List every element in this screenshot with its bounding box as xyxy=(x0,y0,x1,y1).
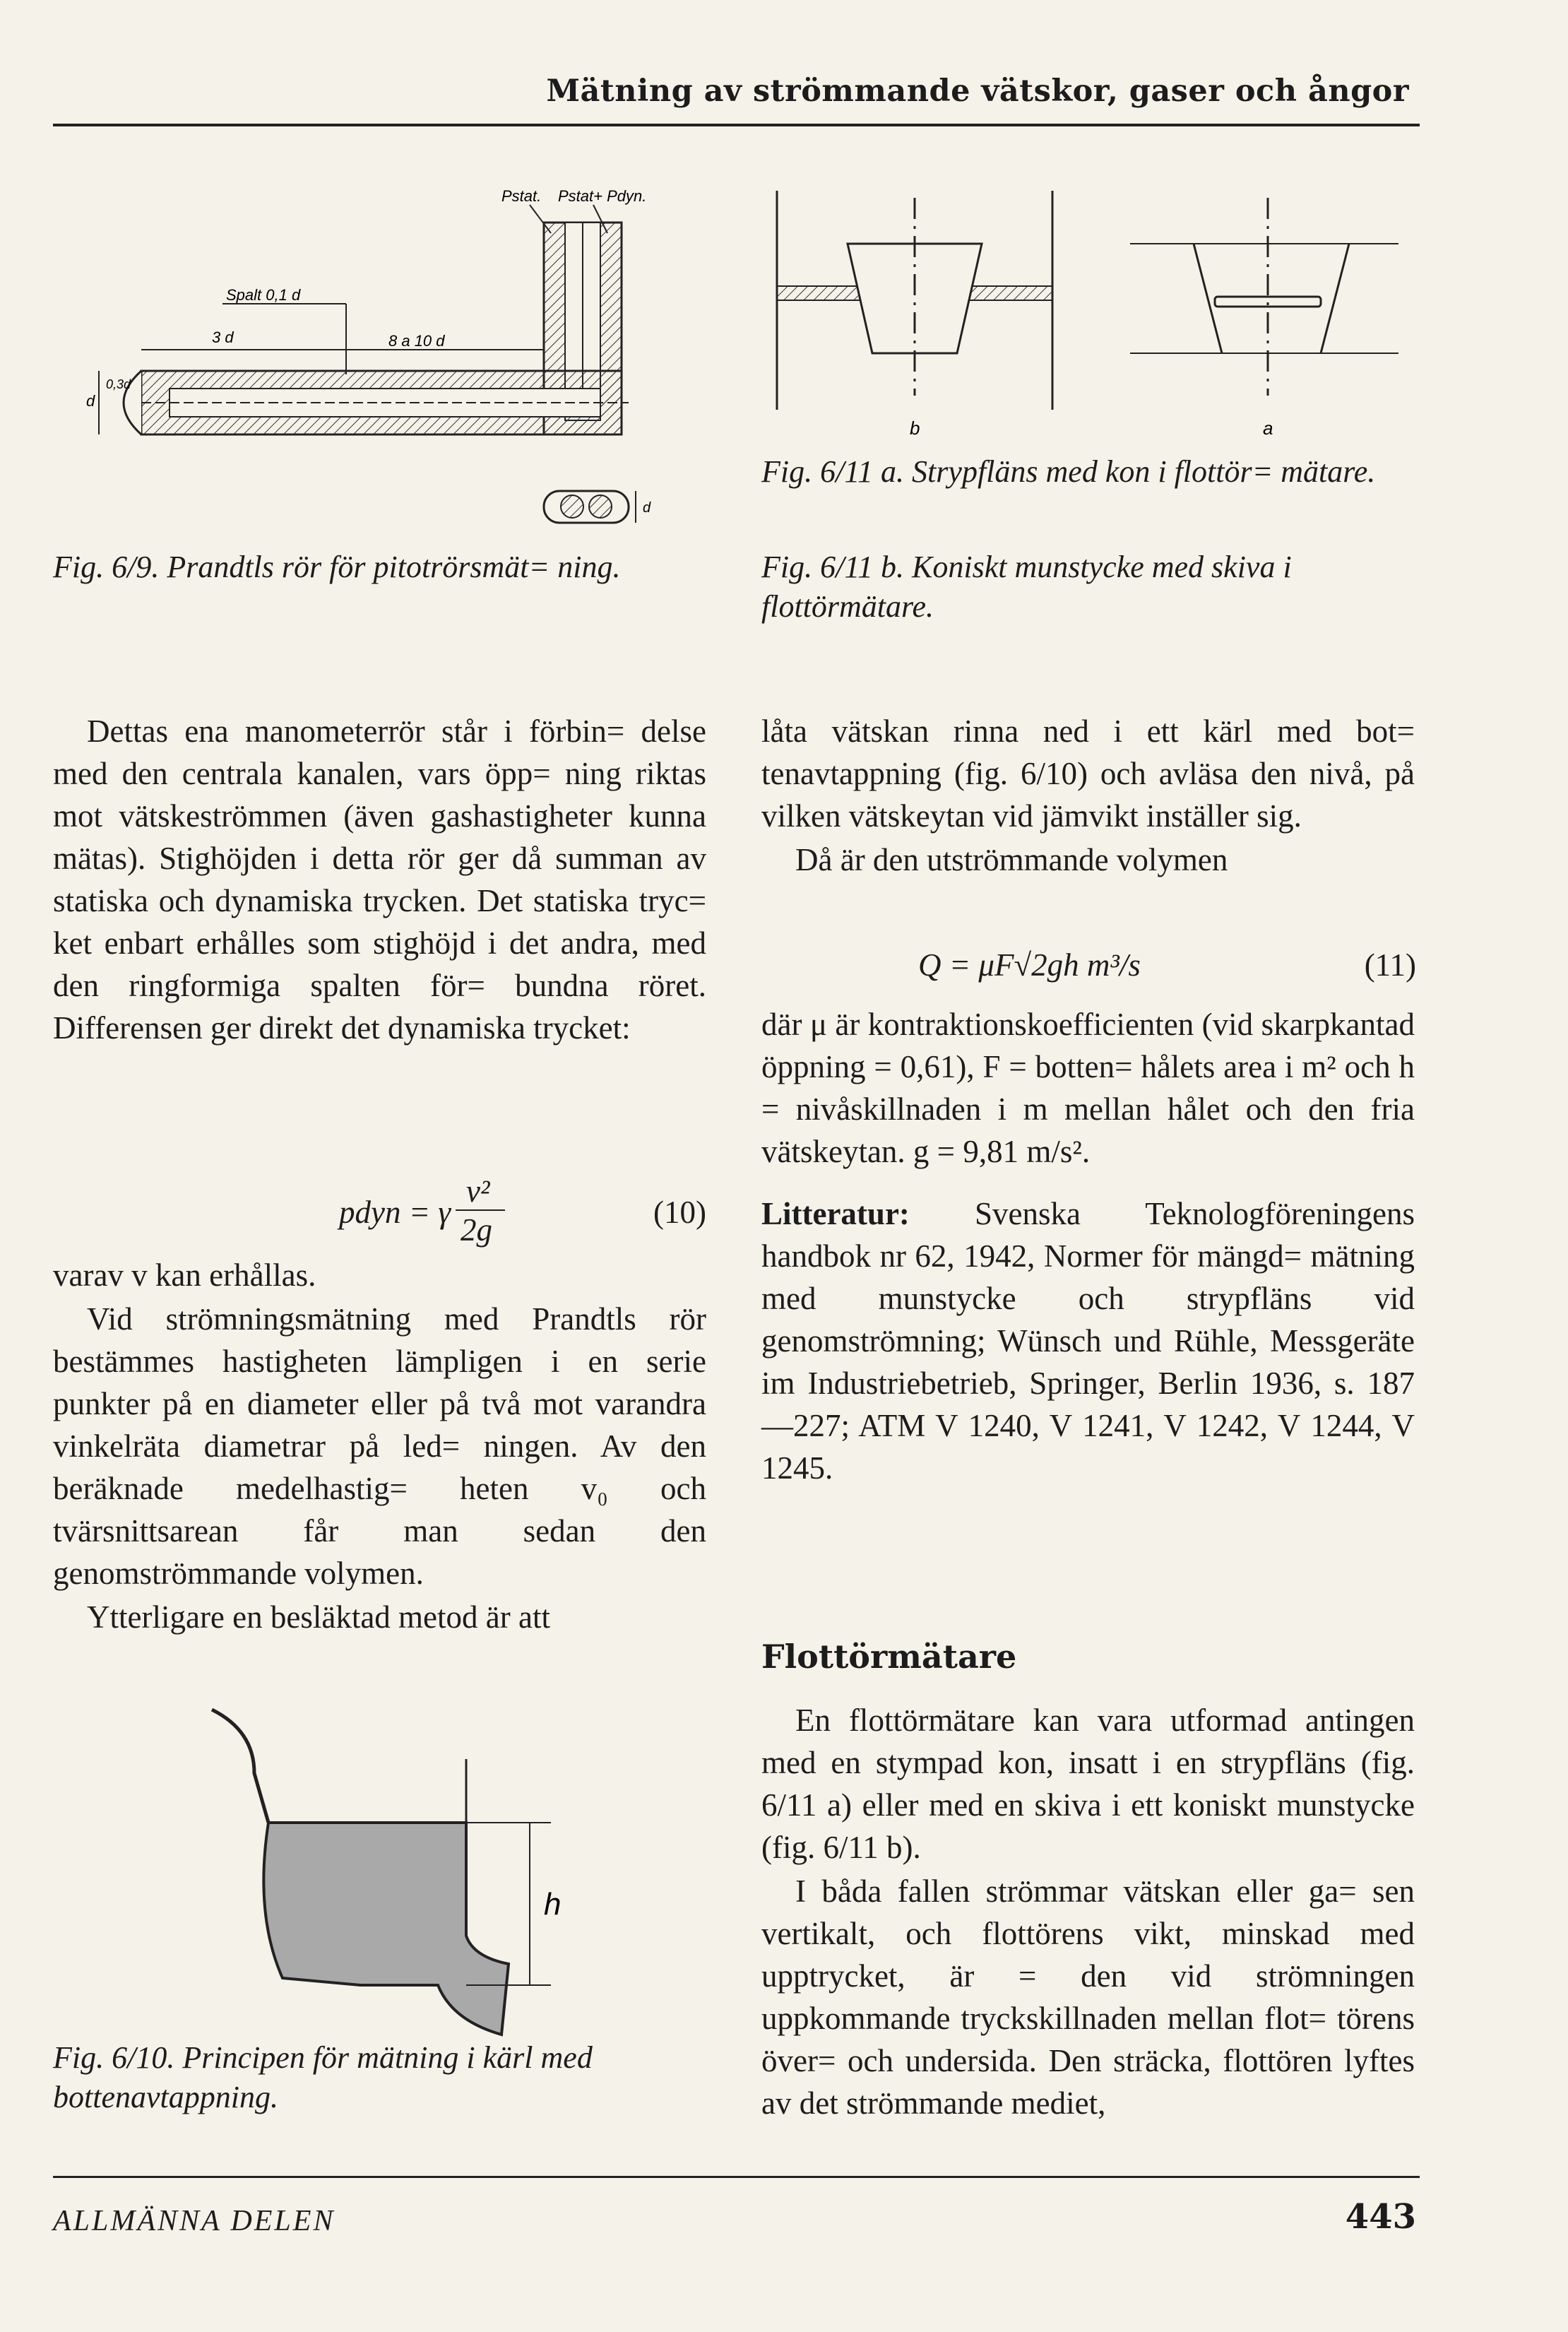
label-0-3d: 0,3d xyxy=(106,377,131,391)
literature-text: Svenska Teknologföreningens handbok nr 62, 1942, Normer för mängd= mätning med munstycke och strypfläns vid genomströmning; Wünsch und Rühle, Messgeräte im Industriebetrieb, Springer, Berlin 1936, s. 187—227; ATM V 1240, V 1241, V 1242, V 1244, V 1245. xyxy=(761,1196,1415,1486)
paragraph: I båda fallen strömmar vätskan eller ga= sen vertikalt, och flottörens vikt, minskad med upptrycket, är = den vid strömningen uppkommande tryckskillnaden mellan flot= törens över= och undersida. Den sträcka, flottören lyftes av det strömmande mediet, xyxy=(761,1874,1415,2121)
formula-11 xyxy=(918,947,1416,989)
paragraph: låta vätskan rinna ned i ett kärl med bot= tenavtappning (fig. 6/10) och avläsa den nivå, på vilken vätskeytan vid jämvikt inställer sig. xyxy=(761,714,1415,834)
formula-10-lhs: pdyn = γ xyxy=(339,1195,451,1230)
formula-10-denominator: 2g xyxy=(461,1212,492,1248)
footer-rule xyxy=(53,2176,1420,2178)
figure-prandtl-tube xyxy=(78,180,671,540)
page-number: 443 xyxy=(1345,2197,1416,2237)
right-column xyxy=(761,710,1415,881)
paragraph: Vid strömningsmätning med Prandtls rör bestämmes hastigheten lämpligen i en serie punkter på en diameter eller på två mot varandra vinkelräta diametrar på led= ningen. Av den beräknade medelhastig= heten v₀ och tvärsnittsarean får man sedan den genomströmmande volymen. xyxy=(53,1301,706,1591)
header-rule xyxy=(53,124,1420,126)
paragraph: Då är den utströmmande volymen xyxy=(795,842,1228,877)
paragraph: Ytterligare en besläktad metod är att xyxy=(87,1599,550,1635)
figure-caption-6-11a: Fig. 6/11 a. Strypfläns med kon i flottör= mätare. xyxy=(761,454,1376,489)
label-a: a xyxy=(1263,418,1273,438)
label-pstat: Pstat. xyxy=(501,187,542,205)
label-d-left: d xyxy=(86,392,95,410)
figure-caption-6-11b: Fig. 6/11 b. Koniskt munstycke med skiva i flottörmätare. xyxy=(761,550,1292,624)
label-spalt: Spalt 0,1 d xyxy=(226,286,301,304)
formula-10-number: (10) xyxy=(653,1195,706,1230)
figure-caption-6-9: Fig. 6/9. Prandtls rör för pitotrörsmät= ning. xyxy=(53,550,621,584)
figure-caption-6-10: Fig. 6/10. Principen för mätning i kärl med bottenavtappning. xyxy=(53,2040,593,2114)
literature-paragraph xyxy=(761,1192,1415,1489)
left-column xyxy=(53,710,706,1049)
formula-10 xyxy=(339,1173,706,1248)
label-b: b xyxy=(910,418,920,438)
running-header: Mätning av strömmande vätskor, gaser och ångor xyxy=(546,73,1409,109)
label-pstat-pdyn: Pstat+ Pdyn. xyxy=(558,187,647,205)
literature-label: Litteratur: xyxy=(761,1196,910,1231)
formula-10-numerator: v² xyxy=(466,1173,490,1209)
left-column-continued xyxy=(53,1254,706,1638)
formula-11-number: (11) xyxy=(1364,947,1416,983)
footer-section-title: ALLMÄNNA DELEN xyxy=(53,2205,335,2237)
paragraph: varav v kan erhållas. xyxy=(53,1257,316,1293)
figure-float-meters xyxy=(770,184,1420,438)
figure-vessel-bottom-outlet xyxy=(184,1703,579,2042)
label-h: h xyxy=(544,1887,562,1922)
paragraph: Dettas ena manometerrör står i förbin= delse med den centrala kanalen, vars öpp= ning riktas mot vätskeströmmen (även gashastigheter kunna mätas). Stighöjden i detta rör ger då summan av statiska och dynamiska trycken. Det statiska tryc= ket enbart erhålles som stighöjd i det andra, med den ringformiga spalten för= bundna röret. Differensen ger direkt det dynamiska trycket: xyxy=(53,714,706,1046)
paragraph: En flottörmätare kan vara utformad antingen med en stympad kon, insatt i en strypfläns (fig. 6/11 a) eller med en skiva i ett koniskt munstycke (fig. 6/11 b). xyxy=(761,1703,1415,1865)
label-d-small: d xyxy=(643,500,651,516)
label-8-10d: 8 a 10 d xyxy=(388,332,445,350)
label-3d: 3 d xyxy=(212,329,234,346)
section-heading: Flottörmätare xyxy=(761,1638,1017,1676)
paragraph: där μ är kontraktionskoefficienten (vid skarpkantad öppning = 0,61), F = botten= hålets area i m² och h = nivåskillnaden i m mellan hålet och den fria vätskeytan. g = 9,81 m/s². xyxy=(761,1007,1415,1169)
right-column-section xyxy=(761,1699,1415,2124)
right-column-continued xyxy=(761,1003,1415,1489)
formula-11-expression: Q = μF√2gh m³/s xyxy=(918,947,1141,983)
formula-10-fraction-bar xyxy=(456,1209,505,1211)
